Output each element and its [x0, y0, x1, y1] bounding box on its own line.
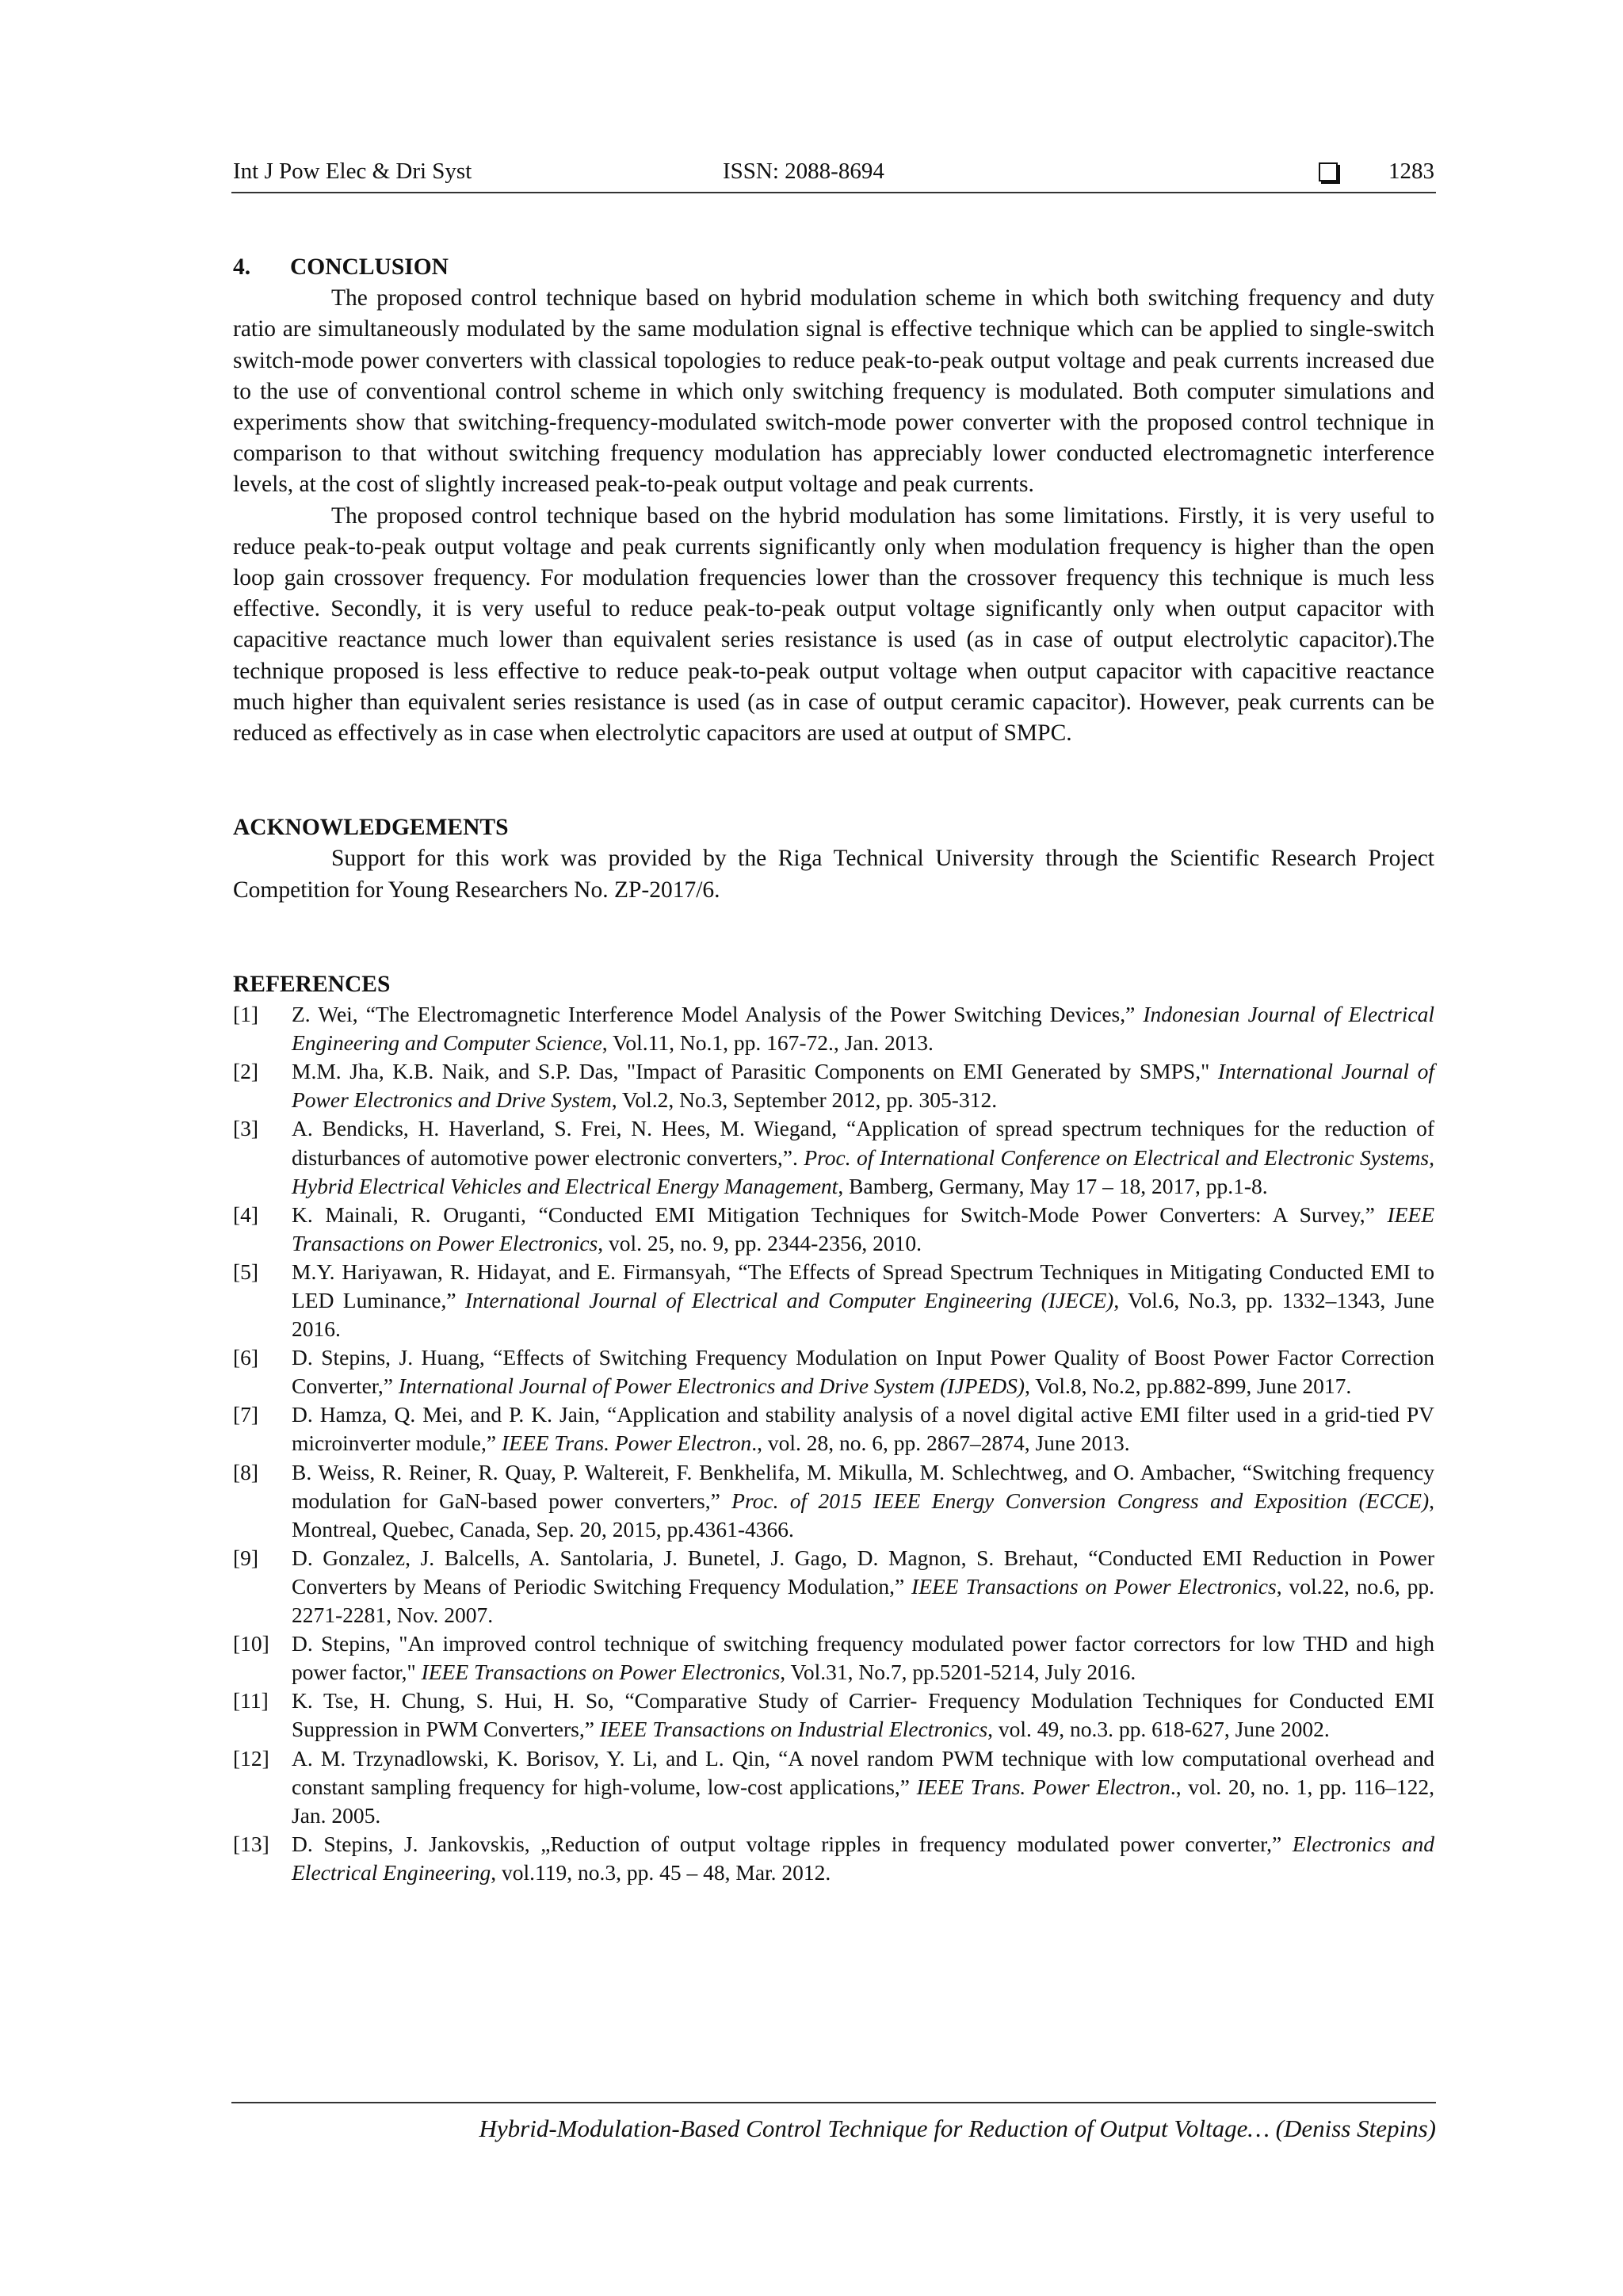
reference-authors-title: B. Weiss, R. Reiner, R. Quay, P. Waltereit, F. Benkhelifa, M. Mikulla, M. Schlechtweg, and O. Ambacher, “Switching frequency modulation for GaN-based power converters,” — [292, 1459, 1434, 1513]
section-number: 4. — [233, 254, 251, 280]
reference-details: ., vol. 28, no. 6, pp. 2867–2874, June 2013. — [751, 1431, 1130, 1456]
reference-number: [10] — [233, 1631, 269, 1656]
reference-details: , Vol.8, No.2, pp.882-899, June 2017. — [1025, 1373, 1352, 1399]
reference-venue: IEEE Transactions on Power Electronics — [421, 1660, 781, 1685]
reference-number: [6] — [233, 1345, 259, 1370]
reference-text — [292, 1201, 1434, 1258]
conclusion-paragraph-2: The proposed control technique based on the hybrid modulation has some limitations. Firstly, it is very useful to reduce peak-to-peak output voltage and peak currents significantly only when modulation frequency is higher than the open loop gain crossover frequency. For modulation frequencies lower than the crossover frequency this technique is much less effective. Secondly, it is very useful to reduce peak-to-peak output voltage significantly only when output capacitor with capacitive reactance much lower than equivalent series resistance is used (as in case of output electrolytic capacitor).The technique proposed is less effective to reduce peak-to-peak output voltage when output capacitor with capacitive reactance much higher than equivalent series resistance is used (as in case of output ceramic capacitor). However, peak currents can be reduced as effectively as in case when electrolytic capacitors are used at output of SMPC. — [233, 502, 1434, 747]
reference-venue: IEEE Transactions on Industrial Electronics — [599, 1717, 988, 1742]
reference-details: , vol. 49, no.3. pp. 618-627, June 2002. — [987, 1717, 1330, 1742]
reference-text — [292, 1830, 1434, 1887]
issn: ISSN: 2088-8694 — [723, 159, 884, 184]
reference-details: , Bamberg, Germany, May 17 – 18, 2017, pp.1-8. — [838, 1173, 1268, 1198]
reference-text — [292, 1000, 1434, 1057]
reference-authors-title: K. Tse, H. Chung, S. Hui, H. So, “Comparative Study of Carrier- Frequency Modulation Techniques for Conducted EMI Suppression in PWM Converters,” — [292, 1688, 1434, 1742]
reference-number: [2] — [233, 1059, 259, 1084]
reference-details: , vol.22, no.6, pp. 2271-2281, Nov. 2007. — [292, 1573, 1434, 1628]
reference-venue: Proc. of 2015 IEEE Energy Conversion Congress and Exposition (ECCE) — [731, 1488, 1430, 1513]
reference-details: , vol. 25, no. 9, pp. 2344-2356, 2010. — [598, 1230, 922, 1255]
reference-item — [233, 1343, 1434, 1400]
reference-text — [292, 1343, 1434, 1400]
reference-item — [233, 1687, 1434, 1744]
reference-authors-title: D. Stepins, J. Huang, “Effects of Switching Frequency Modulation on Input Power Quality of Boost Power Factor Correction Converter,” — [292, 1345, 1434, 1399]
reference-details: ., vol. 20, no. 1, pp. 116–122, Jan. 2005. — [292, 1774, 1434, 1828]
reference-venue: IEEE Trans. Power Electron — [501, 1431, 752, 1456]
reference-number: [1] — [233, 1002, 259, 1027]
reference-text — [292, 1258, 1434, 1343]
page-content — [233, 252, 1434, 1887]
reference-list — [233, 1000, 1434, 1887]
reference-venue: Proc. of International Conference on Electrical and Electronic Systems, Hybrid Electrical Vehicles and Electrical Energy Management — [292, 1144, 1434, 1198]
reference-venue: International Journal of Power Electronics and Drive System (IJPEDS) — [398, 1373, 1025, 1399]
page-number: 1283 — [1388, 159, 1434, 184]
journal-name: Int J Pow Elec & Dri Syst — [233, 159, 472, 184]
reference-authors-title: D. Hamza, Q. Mei, and P. K. Jain, “Application and stability analysis of a novel digital active EMI filter used in a grid-tied PV microinverter module,” — [292, 1402, 1434, 1456]
reference-number: [9] — [233, 1545, 259, 1570]
reference-details: , Vol.6, No.3, pp. 1332–1343, June 2016. — [292, 1288, 1434, 1342]
page-header — [231, 155, 1436, 193]
reference-item — [233, 1400, 1434, 1457]
reference-authors-title: D. Stepins, "An improved control technique of switching frequency modulated power factor correctors for low THD and high power factor," — [292, 1631, 1434, 1685]
reference-venue: Electronics and Electrical Engineering — [292, 1831, 1434, 1885]
reference-authors-title: M.M. Jha, K.B. Naik, and S.P. Das, "Impact of Parasitic Components on EMI Generated by SMPS," — [292, 1059, 1218, 1084]
reference-venue: IEEE Trans. Power Electron — [916, 1774, 1170, 1799]
reference-number: [7] — [233, 1402, 259, 1427]
reference-item — [233, 1000, 1434, 1057]
reference-venue: International Journal of Electrical and Computer Engineering (IJECE) — [464, 1288, 1114, 1312]
reference-details: , Vol.11, No.1, pp. 167-72., Jan. 2013. — [601, 1030, 934, 1056]
reference-venue: IEEE Transactions on Power Electronics — [292, 1201, 1434, 1255]
conclusion-heading — [233, 252, 1434, 283]
reference-item — [233, 1629, 1434, 1687]
reference-text — [292, 1114, 1434, 1200]
reference-text — [292, 1629, 1434, 1687]
section-title: CONCLUSION — [290, 254, 449, 280]
reference-authors-title: D. Gonzalez, J. Balcells, A. Santolaria, J. Bunetel, J. Gago, D. Magnon, S. Brehaut, “Conducted EMI Reduction in Power Converters by Means of Periodic Switching Frequency Modulation,” — [292, 1545, 1434, 1599]
reference-item — [233, 1830, 1434, 1887]
reference-authors-title: M.Y. Hariyawan, R. Hidayat, and E. Firmansyah, “The Effects of Spread Spectrum Techniques in Mitigating Conducted EMI to LED Luminance,” — [292, 1259, 1434, 1312]
reference-authors-title: Z. Wei, “The Electromagnetic Interference Model Analysis of the Power Switching Devices,” — [292, 1002, 1144, 1027]
reference-text — [292, 1400, 1434, 1457]
reference-venue: Indonesian Journal of Electrical Engineering and Computer Science — [292, 1002, 1434, 1056]
reference-number: [3] — [233, 1116, 259, 1141]
reference-item — [233, 1201, 1434, 1258]
checkbox-square-icon — [1319, 162, 1338, 181]
reference-text — [292, 1544, 1434, 1629]
reference-text — [292, 1057, 1434, 1114]
reference-item — [233, 1458, 1434, 1544]
reference-authors-title: K. Mainali, R. Oruganti, “Conducted EMI Mitigation Techniques for Switch-Mode Power Converters: A Survey,” — [292, 1201, 1388, 1227]
acknowledgements-heading: ACKNOWLEDGEMENTS — [233, 815, 509, 841]
reference-text — [292, 1687, 1434, 1744]
reference-authors-title: D. Stepins, J. Jankovskis, „Reduction of output voltage ripples in frequency modulated power converter,” — [292, 1831, 1293, 1856]
reference-item — [233, 1744, 1434, 1830]
reference-venue: International Journal of Power Electronics and Drive System — [292, 1059, 1434, 1113]
reference-details: , Vol.2, No.3, September 2012, pp. 305-312. — [611, 1087, 998, 1113]
reference-details: , Vol.31, No.7, pp.5201-5214, July 2016. — [780, 1660, 1136, 1685]
reference-number: [5] — [233, 1259, 259, 1284]
reference-details: , Montreal, Quebec, Canada, Sep. 20, 2015, pp.4361-4366. — [292, 1488, 1434, 1541]
conclusion-paragraph-1: The proposed control technique based on hybrid modulation scheme in which both switching frequency and duty ratio are simultaneously modulated by the same modulation signal is effective technique which can be applied to single-switch switch-mode power converters with classical topologies to reduce peak-to-peak output voltage and peak currents increased due to the use of conventional control scheme in which only switching frequency is modulated. Both computer simulations and experiments show that switching-frequency-modulated switch-mode power converter with the proposed control technique in comparison to that without switching frequency modulation has appreciably lower conducted electromagnetic interference levels, at the cost of slightly increased peak-to-peak output voltage and peak currents. — [233, 285, 1434, 498]
reference-venue: IEEE Transactions on Power Electronics — [911, 1573, 1277, 1599]
reference-number: [12] — [233, 1745, 269, 1771]
reference-authors-title: A. Bendicks, H. Haverland, S. Frei, N. Hees, M. Wiegand, “Application of spread spectrum techniques for the reduction of disturbances of automotive power electronic converters,”. — [292, 1116, 1434, 1170]
reference-item — [233, 1258, 1434, 1343]
reference-text — [292, 1744, 1434, 1830]
reference-item — [233, 1057, 1434, 1114]
reference-item — [233, 1544, 1434, 1629]
reference-details: , vol.119, no.3, pp. 45 – 48, Mar. 2012. — [491, 1859, 831, 1885]
references-heading: REFERENCES — [233, 971, 391, 997]
reference-text — [292, 1458, 1434, 1544]
reference-authors-title: A. M. Trzynadlowski, K. Borisov, Y. Li, and L. Qin, “A novel random PWM technique with low computational overhead and constant sampling frequency for high-volume, low-cost applications,” — [292, 1745, 1434, 1799]
reference-item — [233, 1114, 1434, 1200]
acknowledgements-text: Support for this work was provided by the Riga Technical University through the Scientific Research Project Competition for Young Researchers No. ZP-2017/6. — [233, 846, 1434, 903]
page-footer: Hybrid-Modulation-Based Control Technique for Reduction of Output Voltage… (Deniss Stepins) — [231, 2102, 1436, 2145]
reference-number: [11] — [233, 1688, 269, 1713]
reference-number: [8] — [233, 1459, 259, 1484]
reference-number: [4] — [233, 1201, 259, 1227]
reference-number: [13] — [233, 1831, 269, 1856]
